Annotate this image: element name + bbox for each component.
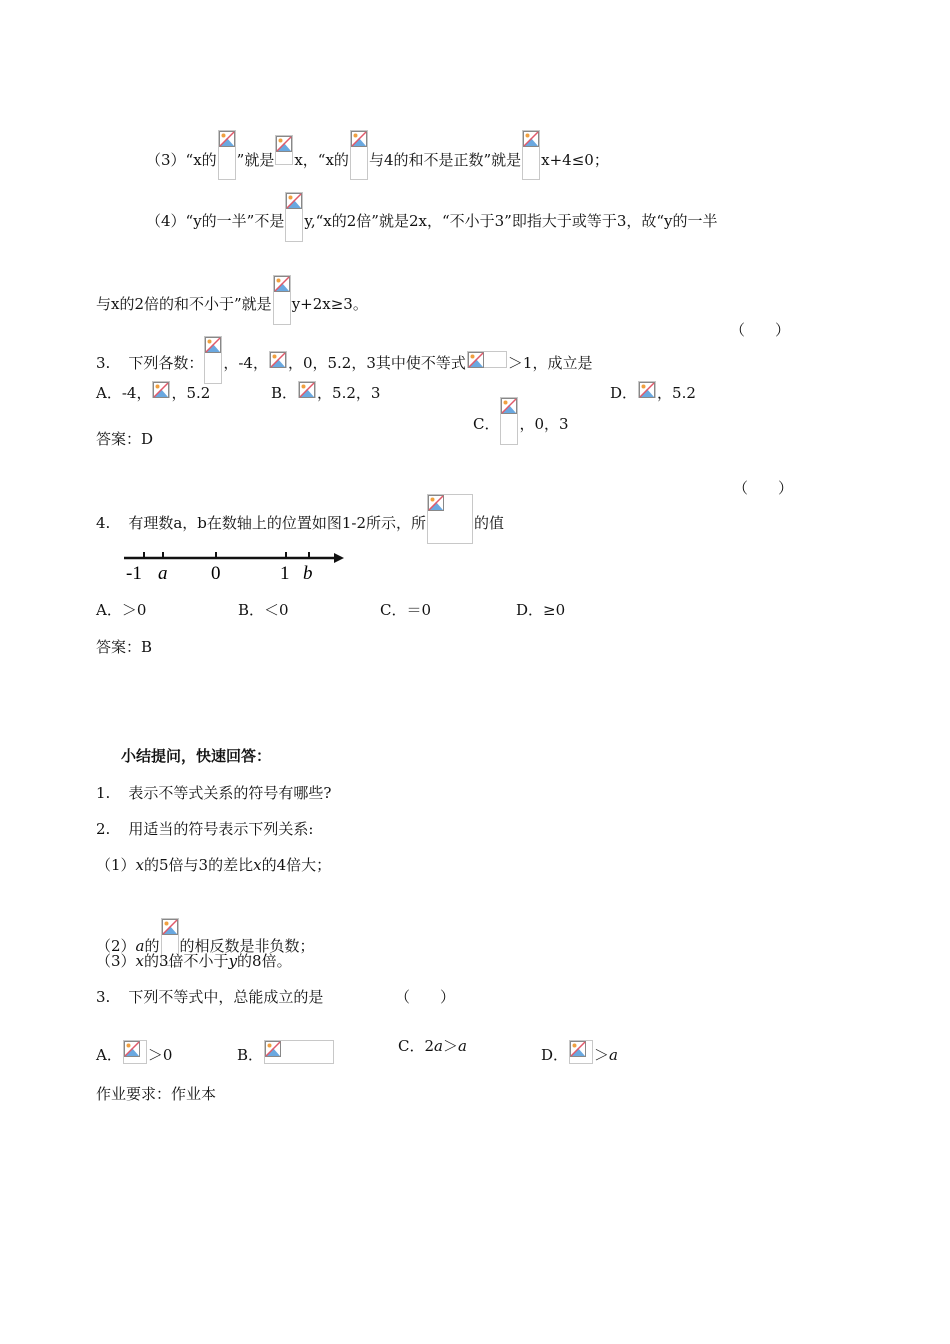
option-text: ＞ <box>594 1046 610 1064</box>
variable: x <box>135 856 145 874</box>
option-label: D． <box>610 384 638 402</box>
summary-item-2 <box>96 819 313 839</box>
option-d: D．≥0 <box>516 601 566 619</box>
variable: a <box>458 1037 467 1055</box>
option-c <box>473 381 569 434</box>
question-3 <box>96 320 592 373</box>
text-line-4 <box>146 176 718 231</box>
option-label: B． <box>237 1046 264 1064</box>
option-text: ＞0 <box>147 1046 173 1064</box>
item-number: 3. <box>96 988 111 1006</box>
summary-heading: 小结提问，快速回答： <box>121 747 272 765</box>
broken-image-glyph <box>205 337 221 353</box>
variable: x <box>135 952 145 970</box>
broken-image-glyph <box>351 131 367 147</box>
broken-image-icon <box>638 381 656 398</box>
question-number: 4. <box>96 514 111 532</box>
text-segment: 的4倍大； <box>261 856 332 874</box>
broken-image-icon <box>269 351 287 368</box>
broken-image-icon <box>275 135 293 165</box>
item-number: 1. <box>96 784 111 802</box>
option-c: C．＝0 <box>380 601 432 619</box>
broken-image-glyph <box>428 495 444 511</box>
number-line-svg <box>120 545 350 585</box>
answer-parentheses: （ ） <box>733 479 794 497</box>
text-segment: （2） <box>96 937 136 955</box>
broken-image-glyph <box>299 382 315 398</box>
option-a: A．＞0 <box>96 601 147 619</box>
broken-image-glyph <box>153 382 169 398</box>
option-text: ，5.2 <box>171 384 211 402</box>
text-segment: y+2x≥3。 <box>291 295 368 313</box>
option-text: ，5.2，3 <box>317 384 381 402</box>
variable: y <box>228 952 238 970</box>
variable: x <box>253 856 262 874</box>
text-segment: 与x的2倍的和不小于”就是 <box>96 295 272 313</box>
option-a <box>96 1036 172 1065</box>
text-segment: y,“x的2倍”就是2x，“不小于3”即指大于或等于3，故“y的一半 <box>304 212 718 230</box>
text-segment: 的值 <box>474 514 505 532</box>
broken-image-icon <box>218 130 236 180</box>
option-text: ＞ <box>442 1037 458 1055</box>
number-line-figure <box>120 545 350 585</box>
text-line-3 <box>146 115 609 170</box>
broken-image-icon <box>427 494 473 544</box>
broken-image-glyph <box>124 1041 140 1057</box>
variable: a <box>434 1037 443 1055</box>
broken-image-glyph <box>468 352 484 368</box>
question-text: 有理数a，b在数轴上的位置如图1-2所示，所 <box>128 514 427 532</box>
broken-image-glyph <box>270 352 286 368</box>
text-segment: ，0，5.2，3其中使不等式 <box>287 354 466 372</box>
label-b: b <box>303 563 313 584</box>
item-number: 2. <box>96 820 111 838</box>
label-0: 0 <box>211 563 221 584</box>
summary-item-2-3 <box>96 951 292 971</box>
option-label: C．2 <box>398 1037 435 1055</box>
summary-item-3 <box>96 987 323 1007</box>
axis-arrow <box>334 553 344 563</box>
option-b <box>271 381 380 403</box>
text-segment: （3） <box>96 952 136 970</box>
label-minus1: -1 <box>126 563 142 584</box>
text-segment: （1） <box>96 856 136 874</box>
option-a <box>96 381 210 403</box>
option-label: A． <box>96 1046 122 1064</box>
broken-image-icon <box>500 397 518 445</box>
broken-image-glyph <box>639 382 655 398</box>
broken-image-icon <box>350 130 368 180</box>
option-label: C． <box>473 415 500 433</box>
text-segment: （3）“x的 <box>146 151 217 169</box>
text-segment: ，-4， <box>223 354 268 372</box>
text-segment: ”就是 <box>236 151 275 169</box>
broken-image-icon <box>569 1040 593 1064</box>
label-a: a <box>158 563 168 584</box>
summary-item-2-2 <box>96 903 315 956</box>
answer-parentheses: （ ） <box>730 321 791 339</box>
text-segment: ＞1，成立是 <box>507 354 593 372</box>
broken-image-icon <box>522 130 540 180</box>
broken-image-glyph <box>286 193 302 209</box>
answer-4: 答案：B <box>96 638 153 656</box>
broken-image-glyph <box>523 131 539 147</box>
question-number: 3. <box>96 354 111 372</box>
question-4 <box>96 478 504 533</box>
text-segment: 的 <box>144 937 160 955</box>
option-b <box>237 1036 335 1065</box>
broken-image-icon <box>152 381 170 398</box>
text-segment: x+4≤0； <box>541 151 609 169</box>
option-text: ，5.2 <box>657 384 696 402</box>
option-label: A．-4， <box>96 384 152 402</box>
answer-3: 答案：D <box>96 430 154 448</box>
variable: a <box>609 1046 618 1064</box>
broken-image-icon <box>298 381 316 398</box>
item-text: 下列不等式中，总能成立的是 <box>128 988 324 1006</box>
answer-parentheses: （ ） <box>395 988 456 1006</box>
broken-image-icon <box>264 1040 334 1064</box>
broken-image-icon <box>123 1040 147 1064</box>
summary-item-2-1 <box>96 855 331 875</box>
option-text: ，0，3 <box>519 415 569 433</box>
text-segment: 的相反数是非负数； <box>179 937 315 955</box>
label-1: 1 <box>280 563 290 584</box>
broken-image-glyph <box>501 398 517 414</box>
option-d <box>610 381 696 403</box>
broken-image-glyph <box>265 1041 281 1057</box>
broken-image-icon <box>273 275 291 325</box>
text-segment: 的3倍不小于 <box>144 952 229 970</box>
question-text: 下列各数： <box>128 354 204 372</box>
broken-image-glyph <box>162 919 178 935</box>
broken-image-glyph <box>570 1041 586 1057</box>
homework-note: 作业要求：作业本 <box>96 1085 217 1103</box>
item-text: 用适当的符号表示下列关系: <box>128 820 314 838</box>
text-segment: 的8倍。 <box>237 952 292 970</box>
option-c <box>398 1036 467 1056</box>
option-d <box>541 1036 618 1065</box>
broken-image-icon <box>204 336 222 384</box>
broken-image-icon <box>285 192 303 242</box>
broken-image-glyph <box>274 276 290 292</box>
broken-image-glyph <box>219 131 235 147</box>
variable: a <box>135 937 145 955</box>
broken-image-glyph <box>276 136 292 152</box>
text-line-4-cont <box>96 259 368 314</box>
option-label: B． <box>271 384 298 402</box>
item-text: 表示不等式关系的符号有哪些? <box>128 784 332 802</box>
option-b: B．＜0 <box>238 601 289 619</box>
option-label: D． <box>541 1046 569 1064</box>
text-segment: 的5倍与3的差比 <box>144 856 254 874</box>
broken-image-icon <box>467 351 507 368</box>
text-segment: x，“x的 <box>294 151 349 169</box>
text-segment: （4）“y的一半”不是 <box>146 212 285 230</box>
text-segment: 与4的和不是正数”就是 <box>368 151 522 169</box>
summary-item-1 <box>96 783 331 803</box>
